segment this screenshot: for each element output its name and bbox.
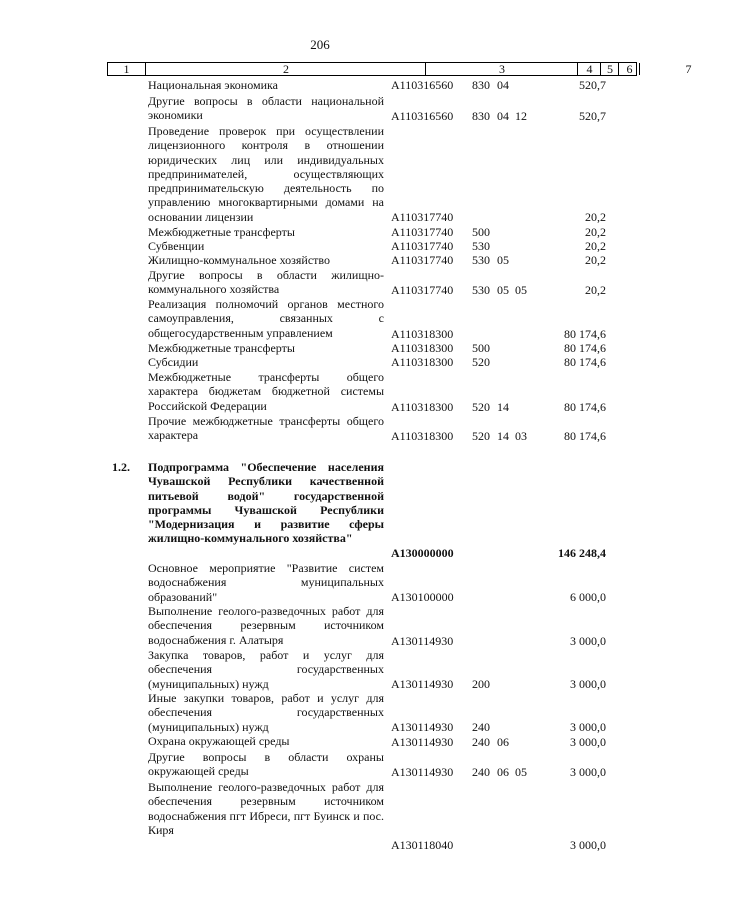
row-value: 3 000,0 <box>570 764 606 779</box>
row-col-5: 04 <box>497 108 509 123</box>
table-row <box>0 691 640 734</box>
row-name: Субвенции <box>148 239 205 253</box>
row-col-4: 530 <box>472 252 490 267</box>
table-row <box>0 561 640 604</box>
row-number: 1.2. <box>112 460 130 474</box>
header-col-7: 7 <box>639 63 737 75</box>
row-value: 6 000,0 <box>570 589 606 604</box>
table-row <box>0 225 640 239</box>
row-name: Другие вопросы в области охраны окружающей среды <box>148 750 384 779</box>
row-code: А110317740 <box>391 252 454 267</box>
table-row <box>0 750 640 779</box>
row-code: А110317740 <box>391 209 454 224</box>
row-name: Иные закупки товаров, работ и услуг для обеспечения государственных (муниципальных) нужд <box>148 691 384 734</box>
row-col-6: 05 <box>515 764 527 779</box>
row-value: 80 174,6 <box>564 354 606 369</box>
row-name: Межбюджетные трансферты <box>148 225 295 239</box>
row-code: А110316560 <box>391 108 454 123</box>
row-col-5: 05 <box>497 282 509 297</box>
table-row <box>0 78 640 92</box>
row-col-4: 240 <box>472 734 490 749</box>
table-row <box>0 341 640 355</box>
table-row <box>0 370 640 414</box>
row-col-4: 530 <box>472 238 490 253</box>
table-row <box>0 604 640 648</box>
row-code: А110317740 <box>391 224 454 239</box>
row-name: Субсидии <box>148 355 199 369</box>
table-row <box>0 648 640 691</box>
row-col-4: 240 <box>472 719 490 734</box>
row-name: Проведение проверок при осуществлении лицензионного контроля в отношении юридических лиц или индивидуальных предпринимателей, осуществляющих предпринимательскую деятельность по управлению многоквартирными домами на основании лицензии <box>148 124 384 224</box>
row-col-5: 06 <box>497 764 509 779</box>
row-code: А110316560 <box>391 77 454 92</box>
row-col-6: 03 <box>515 428 527 443</box>
row-value: 3 000,0 <box>570 633 606 648</box>
row-code: А110318300 <box>391 326 454 341</box>
row-col-4: 500 <box>472 340 490 355</box>
row-value: 3 000,0 <box>570 719 606 734</box>
row-col-4: 240 <box>472 764 490 779</box>
row-name: Реализация полномочий органов местного самоуправления, связанных с общегосударственным управлением <box>148 297 384 340</box>
table-row <box>0 414 640 443</box>
row-name: Национальная экономика <box>148 78 278 92</box>
row-name: Межбюджетные трансферты <box>148 341 295 355</box>
row-col-4: 830 <box>472 77 490 92</box>
row-value: 3 000,0 <box>570 734 606 749</box>
row-col-6: 12 <box>515 108 527 123</box>
row-value: 20,2 <box>585 224 606 239</box>
row-value: 80 174,6 <box>564 340 606 355</box>
row-col-5: 14 <box>497 428 509 443</box>
table-row <box>0 297 640 341</box>
table-row <box>0 780 640 852</box>
row-value: 20,2 <box>585 282 606 297</box>
row-code: А130114930 <box>391 633 454 648</box>
row-name: Подпрограмма "Обеспечение населения Чувашской Республики качественной питьевой водой" государственной программы Чувашской Республики "Модернизация и развитие сферы жилищно-коммунального хозяйства" <box>148 460 384 546</box>
row-name: Жилищно-коммунальное хозяйство <box>148 253 331 267</box>
row-col-5: 06 <box>497 734 509 749</box>
table-row <box>0 268 640 297</box>
table-row <box>0 734 640 749</box>
row-col-4: 200 <box>472 676 490 691</box>
table-header <box>107 62 692 76</box>
row-col-6: 05 <box>515 282 527 297</box>
row-name: Закупка товаров, работ и услуг для обеспечения государственных (муниципальных) нужд <box>148 648 384 691</box>
header-col-5: 5 <box>600 63 619 75</box>
header-col-1: 1 <box>123 62 130 76</box>
row-value: 20,2 <box>585 252 606 267</box>
row-name: Прочие межбюджетные трансферты общего характера <box>148 414 384 443</box>
table-row <box>0 239 640 253</box>
row-code: А130114930 <box>391 734 454 749</box>
row-value: 80 174,6 <box>564 428 606 443</box>
table-row <box>0 253 640 267</box>
row-col-4: 530 <box>472 282 490 297</box>
row-name: Межбюджетные трансферты общего характера бюджетам бюджетной системы Российской Федерации <box>148 370 384 413</box>
row-code: А130100000 <box>391 589 454 604</box>
row-col-4: 500 <box>472 224 490 239</box>
header-col-3: 3 <box>425 63 578 75</box>
row-col-4: 520 <box>472 428 490 443</box>
row-value: 520,7 <box>579 77 606 92</box>
row-value: 3 000,0 <box>570 676 606 691</box>
row-value: 520,7 <box>579 108 606 123</box>
row-name: Другие вопросы в области национальной экономики <box>148 94 384 123</box>
row-col-5: 05 <box>497 252 509 267</box>
page-number: 206 <box>310 37 330 52</box>
row-code: А130114930 <box>391 719 454 734</box>
row-col-5: 04 <box>497 77 509 92</box>
row-col-5: 14 <box>497 399 509 414</box>
row-code: А110318300 <box>391 340 454 355</box>
table-row <box>0 94 640 123</box>
row-code: А130118040 <box>391 837 454 852</box>
row-name: Выполнение геолого-разведочных работ для обеспечения резервным источником водоснабжения г. Алатыря <box>148 604 384 647</box>
header-col-2: 2 <box>145 63 426 75</box>
row-value: 146 248,4 <box>558 545 606 560</box>
row-col-4: 830 <box>472 108 490 123</box>
row-value: 80 174,6 <box>564 399 606 414</box>
row-value: 3 000,0 <box>570 837 606 852</box>
row-value: 20,2 <box>585 209 606 224</box>
row-value: 80 174,6 <box>564 326 606 341</box>
row-code: А110317740 <box>391 282 454 297</box>
row-name: Основное мероприятие "Развитие систем водоснабжения муниципальных образований" <box>148 561 384 604</box>
row-code: А130000000 <box>391 545 454 560</box>
row-code: А130114930 <box>391 764 454 779</box>
row-col-4: 520 <box>472 354 490 369</box>
row-code: А130114930 <box>391 676 454 691</box>
row-col-4: 520 <box>472 399 490 414</box>
row-value: 20,2 <box>585 238 606 253</box>
table-row <box>0 460 640 560</box>
row-code: А110318300 <box>391 354 454 369</box>
table-row <box>0 355 640 369</box>
row-code: А110317740 <box>391 238 454 253</box>
row-code: А110318300 <box>391 399 454 414</box>
header-col-4: 4 <box>577 63 601 75</box>
row-name: Охрана окружающей среды <box>148 734 290 748</box>
table-row <box>0 124 640 224</box>
header-col-6: 6 <box>618 63 640 75</box>
row-code: А110318300 <box>391 428 454 443</box>
row-name: Другие вопросы в области жилищно-коммунального хозяйства <box>148 268 384 297</box>
row-name: Выполнение геолого-разведочных работ для обеспечения резервным источником водоснабжения пгт Ибреси, пгт Буинск и пос. Киря <box>148 780 384 837</box>
